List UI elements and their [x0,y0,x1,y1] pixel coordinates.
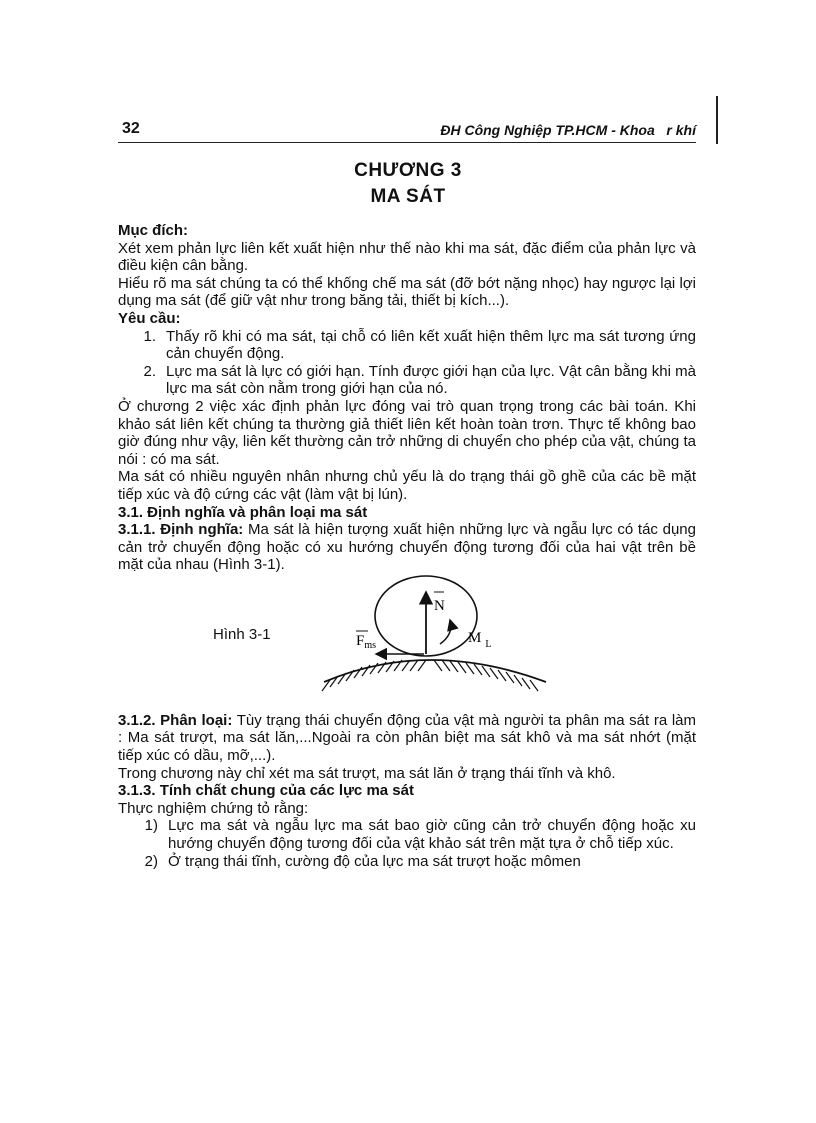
classification-label: 3.1.2. Phân loại: [118,711,233,729]
running-title: ĐH Công Nghiệp TP.HCM - Khoa r khí [440,122,696,138]
ground-hatching [322,660,538,691]
yeu-cau-heading: Yêu cầu: [118,309,181,327]
ground-surface [324,660,546,682]
list-item-number: 1) [144,817,158,835]
chapter-number: CHƯƠNG 3 [354,160,462,181]
classification-paragraph [118,712,696,765]
list-item-text: Thấy rõ khi có ma sát, tại chỗ có liên kết xuất hiện thêm lực ma sát tương ứng cản chuyển động. [166,327,696,363]
page-number: 32 [122,120,140,137]
list-item [118,363,696,398]
muc-dich-heading: Mục đích: [118,222,188,239]
list-item [118,328,696,363]
section-3-1-heading: 3.1. Định nghĩa và phân loại ma sát [118,503,368,521]
page-body [118,222,696,870]
intro-paragraph-1: Ở chương 2 việc xác định phản lực đóng vai trò quan trọng trong các bài toán. Khi khảo sát liên kết chúng ta thường giả thiết liên kết hoàn toàn trơn. Thực tế không bao giờ đúng như vậy, liên kết thường cản trở những di chuyển cho phép của vật, chúng ta nói : có ma sát. [118,397,696,468]
normal-force-label: N [434,597,445,614]
list-item-number: 2) [144,852,158,870]
properties-list [118,817,696,870]
intro-paragraph-2: Ma sát có nhiều nguyên nhân nhưng chủ yếu là do trạng thái gồ ghề của các bề mặt tiếp xúc và độ cứng các vật (làm vật bị lún). [118,468,696,503]
definition-paragraph [118,521,696,574]
muc-dich-paragraph-1: Xét xem phản lực liên kết xuất hiện như thế nào khi ma sát, đặc điểm của phản lực và điều kiện cân bằng. [118,239,696,275]
friction-force-label: $F_{ms}$ [356,632,377,651]
definition-label: 3.1.1. Định nghĩa: [118,521,244,539]
list-item [118,817,696,852]
list-item-number: 1. [143,327,156,345]
section-3-1-3-heading: 3.1.3. Tính chất chung của các lực ma sát [118,782,414,800]
rolling-moment-label: M $_L$ [468,629,492,650]
list-item-text: Lực ma sát là lực có giới hạn. Tính được giới hạn của lực. Vật cân bằng khi mà lực ma sát còn nằm trong giới hạn của nó. [166,362,696,398]
list-item [118,853,696,871]
chapter-title: MA SÁT [370,186,446,207]
list-item-number: 2. [143,362,156,380]
section-3-1-3-lead: Thực nghiệm chứng tỏ rằng: [118,799,309,817]
classification-paragraph-2: Trong chương này chỉ xét ma sát trượt, ma sát lăn ở trạng thái tĩnh và khô. [118,764,616,782]
figure-caption: Hình 3-1 [213,625,271,643]
margin-rule [716,96,718,144]
definition-text: Ma sát là hiện tượng xuất hiện những lực và ngẫu lực có tác dụng cản trở chuyển động hoặc có xu hướng chuyển động tương đối của hai vật trên bề mặt của nhau (Hình 3-1). [118,521,696,574]
classification-text: Tùy trạng thái chuyển động của vật mà người ta phân ma sát ra làm : Ma sát trượt, ma sát lăn,...Ngoài ra còn phân biệt ma sát khô và ma sát nhớt (mặt tiếp xúc có dầu, mỡ,...). [118,711,696,765]
muc-dich-paragraph-2: Hiểu rõ ma sát chúng ta có thể khống chế ma sát (đỡ bớt nặng nhọc) hay ngược lại lợi dụng ma sát (để giữ vật như trong băng tải, thiết bị kích...). [118,274,696,310]
list-item-text: Lực ma sát và ngẫu lực ma sát bao giờ cũng cản trở chuyển động hoặc xu hướng chuyển động tương đối của vật khảo sát trên mặt tựa ở chỗ tiếp xúc. [168,817,696,853]
list-item-text: Ở trạng thái tĩnh, cường độ của lực ma sát trượt hoặc mômen [168,852,581,870]
friction-diagram [318,574,578,710]
page-header [118,116,696,143]
rolling-moment-arrow [440,620,451,644]
yeu-cau-list [118,328,696,398]
figure-3-1 [118,574,696,712]
